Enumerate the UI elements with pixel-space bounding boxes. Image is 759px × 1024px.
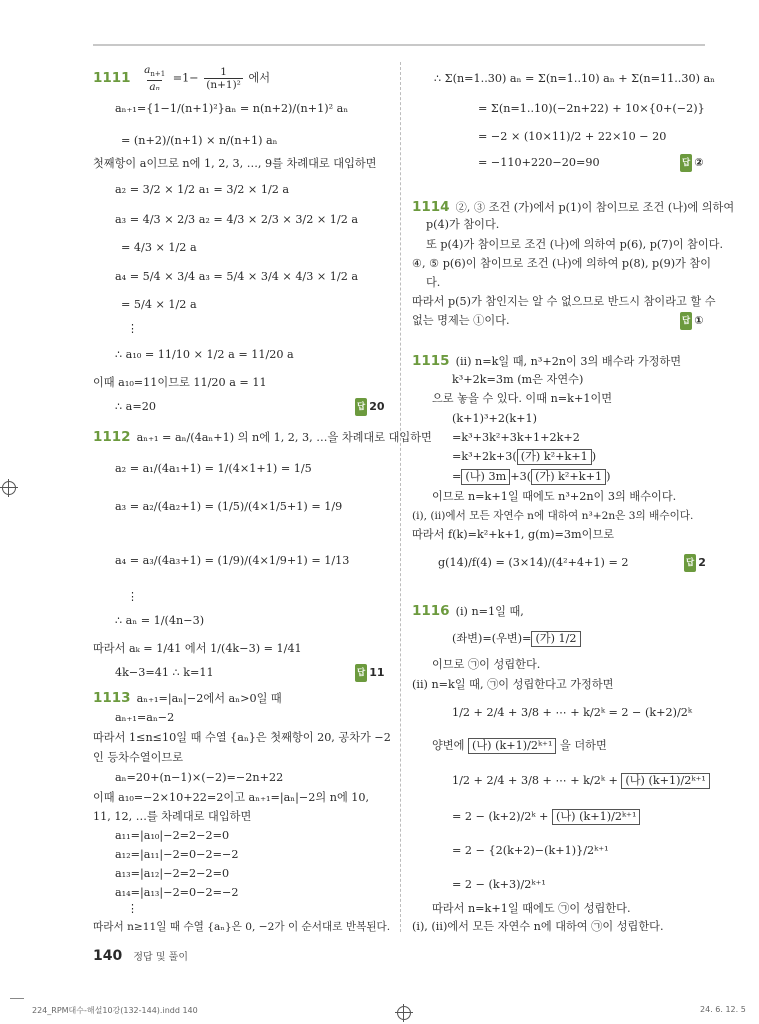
math-line: aₙ₊₁=aₙ−2 [115,711,175,724]
text-line: 따라서 n=k+1일 때에도 ㉠이 성립한다. [432,902,631,915]
math-line: = Σ(n=1..10)(−2n+22) + 10×{0+(−2)} [478,102,705,115]
text-line: 없는 명제는 ①이다. [412,314,510,327]
answer-1112 [355,664,385,682]
problem-number: 1112 [93,429,131,445]
text: ) [591,450,597,463]
frac-top: 1 [220,66,227,78]
fraction [204,66,243,91]
answer-badge: 답 [355,664,367,682]
math-line: = −110+220−20=90 [478,156,600,169]
problem-1114-header [412,198,734,217]
math-line: ∴ a₁₀ = 11/10 × 1/2 a = 11/20 a [115,348,294,361]
text-line: 11, 12, …를 차례대로 대입하면 [93,810,252,823]
text: 에서 [248,71,271,85]
text: 을 더하면 [560,739,607,752]
answer-1115 [684,554,706,572]
math-line [452,630,581,648]
frac-bottom: (n+1)² [206,79,241,91]
text-line: ④, ⑤ p(6)이 참이므로 조건 (나)에 의하여 p(8), p(9)가 참이 [412,257,712,270]
text-line: (i), (ii)에서 모든 자연수 n에 대하여 ㉠이 성립한다. [412,920,664,933]
text-line: 이므로 ㉠이 성립한다. [432,658,541,671]
text-line: 첫째항이 a이므로 n에 1, 2, 3, …, 9를 차례대로 대입하면 [93,157,377,170]
math-line: a₃ = 4/3 × 2/3 a₂ = 4/3 × 2/3 × 3/2 × 1/2 a [115,213,359,226]
problem-1115-header [412,352,681,371]
ellipsis: ⋮ [127,590,139,603]
problem-number: 1116 [412,603,450,619]
math-line: ∴ aₙ = 1/(4n−3) [115,614,205,627]
registration-mark-icon [2,481,16,495]
text-line: 인 등차수열이므로 [93,751,184,764]
math-line [452,772,710,790]
math-line: aₙ=20+(n−1)×(−2)=−2n+22 [115,771,284,784]
text: (i) n=1일 때, [455,605,524,618]
math-line [432,737,607,755]
math-line: aₙ₊₁={1−1/(n+1)²}aₙ = n(n+2)/(n+1)² aₙ [115,102,349,115]
answer-1111 [355,398,385,416]
text-line: 이때 a₁₀=−2×10+22=2이고 aₙ₊₁=|aₙ|−2의 n에 10, [93,791,370,804]
answer-badge: 답 [684,554,696,572]
text: = [452,470,462,483]
math-line: = 2 − {2(k+2)−(k+1)}/2ᵏ⁺¹ [452,844,609,857]
text: ②, ③ 조건 (가)에서 p(1)이 참이므로 조건 (나)에 의하여 [455,201,735,214]
math-line: (k+1)³+2(k+1) [452,412,537,425]
math-line: =k³+3k²+3k+1+2k+2 [452,431,580,444]
blank-box-na: (나) (k+1)/2ᵏ⁺¹ [621,773,709,789]
text-line: 으로 놓을 수 있다. 이때 n=k+1이면 [432,392,613,405]
math-line: = (n+2)/(n+1) × n/(n+1) aₙ [121,134,278,147]
text-line: (i), (ii)에서 모든 자연수 n에 대하여 n³+2n은 3의 배수이다. [412,510,694,522]
problem-number: 1111 [93,69,131,86]
answer-value: ② [694,156,704,169]
text: = 2 − (k+2)/2ᵏ + [452,810,549,823]
problem-number: 1113 [93,690,131,706]
math-line [452,808,640,826]
math-line: g(14)/f(4) = (3×14)/(4²+4+1) = 2 [438,556,629,569]
text: ) [606,470,611,483]
text-line: 따라서 f(k)=k²+k+1, g(m)=3m이므로 [412,528,615,541]
answer-1113 [680,154,704,172]
page-label: 정답 및 풀이 [133,952,188,963]
math-line: = 5/4 × 1/2 a [121,298,197,311]
blank-box-na: (나) (k+1)/2ᵏ⁺¹ [468,738,556,754]
problem-number: 1114 [412,199,450,215]
text-line: p(4)가 참이다. [426,218,500,231]
answer-badge: 답 [680,154,692,172]
page-number: 140 [93,948,123,964]
text-line: 또 p(4)가 참이므로 조건 (나)에 의하여 p(6), p(7)이 참이다. [426,238,724,251]
math-line: = −2 × (10×11)/2 + 22×10 − 20 [478,130,667,143]
answer-value: 11 [369,666,385,679]
blank-box-ga: (가) k²+k+1 [517,449,592,465]
problem-1113-header [93,689,282,708]
problem-1116-header [412,602,524,621]
page-footer [93,945,188,964]
text-line: 이때 a₁₀=11이므로 11/20 a = 11 [93,376,267,389]
column-divider [400,62,401,932]
math-line: = 4/3 × 1/2 a [121,241,197,254]
math-line: a₄ = a₃/(4a₃+1) = (1/9)/(4×1/9+1) = 1/13 [115,554,350,567]
math-line: a₁₂=|a₁₁|−2=0−2=−2 [115,848,239,861]
text: (좌변)=(우변)= [452,632,532,645]
blank-box-na: (나) (k+1)/2ᵏ⁺¹ [552,809,640,825]
text-line: 따라서 n≥11일 때 수열 {aₙ}은 0, −2가 이 순서대로 반복된다. [93,921,391,933]
fraction: $\frac{a_{n+1}}{\text{aₙ}}$ [144,64,166,93]
math-line: a₃ = a₂/(4a₂+1) = (1/5)/(4×1/5+1) = 1/9 [115,500,343,513]
problem-1111-header [93,64,270,93]
math-line: ∴ a=20 [115,400,156,413]
math-line: a₂ = a₁/(4a₁+1) = 1/(4×1+1) = 1/5 [115,462,312,475]
math-line: a₁₃=|a₁₂|−2=2−2=0 [115,867,230,880]
text-line: 따라서 p(5)가 참인지는 알 수 없으므로 반드시 참이라고 할 수 [412,295,716,308]
text: =k³+2k+3( [452,450,517,463]
text: =1− [172,71,199,85]
crop-mark [10,998,24,999]
text-line: 따라서 1≤n≤10일 때 수열 {aₙ}은 첫째항이 20, 공차가 −2 [93,731,391,744]
math-line [452,448,596,466]
problem-number: 1115 [412,353,450,369]
text: 1/2 + 2/4 + 3/8 + ⋯ + k/2ᵏ + [452,774,618,787]
top-rule [93,44,705,46]
text: aₙ₊₁=|aₙ|−2에서 aₙ>0일 때 [136,692,282,705]
text-line: 이므로 n=k+1일 때에도 n³+2n이 3의 배수이다. [432,490,677,503]
text: (ii) n=k일 때, n³+2n이 3의 배수라 가정하면 [455,355,682,368]
math-line: = 2 − (k+3)/2ᵏ⁺¹ [452,878,546,891]
print-slug-date: 24. 6. 12. 5 [700,1005,746,1014]
text-line: 다. [426,276,441,289]
text-line: (ii) n=k일 때, ㉠이 성립한다고 가정하면 [412,678,614,691]
frac-top-a: a [144,64,151,76]
blank-box-ga: (가) k²+k+1 [531,469,606,485]
answer-value: ① [694,314,704,327]
math-line: k³+2k=3m (m은 자연수) [452,373,584,386]
math-line: ∴ Σ(n=1..30) aₙ = Σ(n=1..10) aₙ + Σ(n=11..30) aₙ [434,72,716,85]
math-line: 1/2 + 2/4 + 3/8 + ⋯ + k/2ᵏ = 2 − (k+2)/2ᵏ [452,706,692,719]
text: aₙ₊₁ = aₙ/(4aₙ+1) 의 n에 1, 2, 3, …을 차례대로 대입하면 [136,431,432,444]
answer-badge: 답 [680,312,692,330]
problem-1112-header [93,428,432,447]
answer-1114 [680,312,704,330]
math-line: a₂ = 3/2 × 1/2 a₁ = 3/2 × 1/2 a [115,183,290,196]
math-line: a₁₁=|a₁₀|−2=2−2=0 [115,829,230,842]
blank-box-na: (나) 3m [461,469,510,485]
frac-top-sub: n+1 [150,70,166,78]
text: +3( [510,470,532,483]
text: 양변에 [432,739,465,752]
print-slug-file: 224_RPM대수-해설10강(132-144).indd 140 [32,1006,198,1015]
math-line: a₄ = 5/4 × 3/4 a₃ = 5/4 × 3/4 × 4/3 × 1/2 a [115,270,359,283]
math-line [452,468,610,486]
answer-value: 2 [698,556,706,569]
ellipsis: ⋮ [127,902,139,915]
text-line: 따라서 aₖ = 1/41 에서 1/(4k−3) = 1/41 [93,642,302,655]
answer-value: 20 [369,400,385,413]
math-line: a₁₄=|a₁₃|−2=0−2=−2 [115,886,239,899]
ellipsis: ⋮ [127,322,139,335]
blank-box-ga: (가) 1/2 [531,631,580,647]
math-line: 4k−3=41 ∴ k=11 [115,666,214,679]
answer-badge: 답 [355,398,367,416]
registration-mark-icon [397,1006,411,1020]
